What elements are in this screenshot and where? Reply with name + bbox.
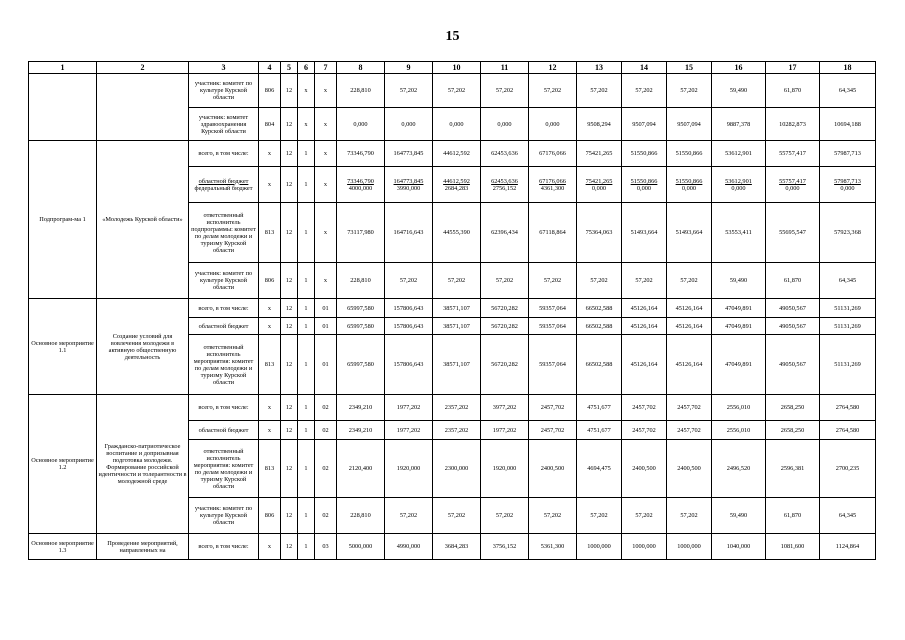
cell-code: х [259, 534, 281, 560]
cell-title [97, 74, 189, 141]
cell-code: 12 [281, 299, 298, 318]
cell-code: 12 [281, 440, 298, 498]
cell-value: 62453,636 2756,152 [481, 167, 529, 203]
cell-value: 2300,000 [433, 440, 481, 498]
cell-code: 1 [298, 395, 315, 421]
cell-code: 1 [298, 335, 315, 395]
cell-role: участник: комитет по культуре Курской области [189, 263, 259, 299]
cell-value: 61,870 [766, 263, 820, 299]
cell-value: 57,202 [667, 498, 712, 534]
cell-value: 51131,269 [820, 335, 876, 395]
cell-value: 57,202 [577, 74, 622, 108]
cell-value: 9507,094 [622, 108, 667, 141]
cell-value: 61,870 [766, 498, 820, 534]
cell-code: 806 [259, 498, 281, 534]
cell-value: 57,202 [385, 263, 433, 299]
cell-value: 2400,500 [622, 440, 667, 498]
cell-value: 10694,188 [820, 108, 876, 141]
cell-value: 3756,152 [481, 534, 529, 560]
cell-role: участник: комитет по культуре Курской области [189, 498, 259, 534]
cell-value: 51493,664 [622, 203, 667, 263]
col-header: 18 [820, 62, 876, 74]
cell-value: 57,202 [622, 498, 667, 534]
cell-code: 1 [298, 299, 315, 318]
cell-value: 2457,702 [622, 421, 667, 440]
cell-code: 01 [315, 335, 337, 395]
cell-value: 49050,567 [766, 299, 820, 318]
cell-value: 45126,164 [622, 299, 667, 318]
cell-role: ответственный исполнитель подпрограммы: комитет по делам молодежи и туризму Курской области [189, 203, 259, 263]
cell-value: 2457,702 [667, 421, 712, 440]
cell-value: 75421,265 0,000 [577, 167, 622, 203]
cell-value: 44612,592 [433, 141, 481, 167]
cell-program: Основное мероприятие 1.1 [29, 299, 97, 395]
cell-value: 45126,164 [622, 335, 667, 395]
cell-value: 164716,643 [385, 203, 433, 263]
cell-role: областной бюджет [189, 421, 259, 440]
cell-code: 02 [315, 395, 337, 421]
cell-value: 66502,588 [577, 299, 622, 318]
col-header: 4 [259, 62, 281, 74]
cell-value: 5361,300 [529, 534, 577, 560]
cell-code: 02 [315, 498, 337, 534]
cell-program: Основное мероприятие 1.2 [29, 395, 97, 534]
cell-value: 1977,202 [385, 421, 433, 440]
cell-value: 1977,202 [481, 421, 529, 440]
cell-value: 5000,000 [337, 534, 385, 560]
col-header: 17 [766, 62, 820, 74]
cell-value: 1124,864 [820, 534, 876, 560]
cell-title: Гражданско-патриотическое воспитание и допризывная подготовка молодежи. Формирование российской идентичности и толерантности в молодежной среде [97, 395, 189, 534]
cell-role: всего, в том числе: [189, 534, 259, 560]
cell-value: 2658,250 [766, 395, 820, 421]
col-header: 7 [315, 62, 337, 74]
federal-budget-label: федеральный бюджет [194, 184, 253, 192]
cell-value: 47049,891 [712, 335, 766, 395]
cell-value: 53612,901 0,000 [712, 167, 766, 203]
cell-value: 55757,417 [766, 141, 820, 167]
cell-value: 2357,202 [433, 395, 481, 421]
cell-value: 157806,643 [385, 299, 433, 318]
cell-value: 62396,434 [481, 203, 529, 263]
cell-value: 47049,891 [712, 318, 766, 335]
cell-value: 59357,064 [529, 299, 577, 318]
cell-value: 59,490 [712, 263, 766, 299]
cell-value: 57,202 [622, 263, 667, 299]
cell-program [29, 74, 97, 141]
cell-value: 2457,702 [622, 395, 667, 421]
cell-value: 67118,864 [529, 203, 577, 263]
table-row [29, 299, 876, 318]
cell-value: 45126,164 [667, 299, 712, 318]
cell-value: 57,202 [529, 263, 577, 299]
cell-value: 2457,702 [529, 395, 577, 421]
cell-role [189, 167, 259, 203]
col-header: 1 [29, 62, 97, 74]
cell-value: 51550,866 0,000 [667, 167, 712, 203]
cell-code: х [259, 141, 281, 167]
cell-value: 2764,580 [820, 395, 876, 421]
cell-value: 1000,000 [577, 534, 622, 560]
cell-value: 38571,107 [433, 318, 481, 335]
cell-value: 4751,677 [577, 395, 622, 421]
cell-value: 56720,282 [481, 335, 529, 395]
cell-code: х [315, 167, 337, 203]
cell-value: 45126,164 [667, 335, 712, 395]
cell-code: 02 [315, 421, 337, 440]
cell-role: ответственный исполнитель мероприятия: комитет по делам молодежи и туризму Курской области [189, 440, 259, 498]
cell-role: участник: комитет здравоохранения Курской области [189, 108, 259, 141]
cell-value: 67176,066 [529, 141, 577, 167]
cell-value: 64,345 [820, 263, 876, 299]
cell-value: 10282,873 [766, 108, 820, 141]
cell-value: 4751,677 [577, 421, 622, 440]
cell-value: 1081,600 [766, 534, 820, 560]
col-header: 5 [281, 62, 298, 74]
cell-value: 45126,164 [667, 318, 712, 335]
cell-value: 61,870 [766, 74, 820, 108]
cell-code: 12 [281, 141, 298, 167]
cell-value: 57,202 [577, 263, 622, 299]
cell-role: всего, в том числе: [189, 299, 259, 318]
cell-value: 2556,010 [712, 421, 766, 440]
cell-value: 57923,368 [820, 203, 876, 263]
cell-value: 65997,580 [337, 318, 385, 335]
cell-code: 1 [298, 498, 315, 534]
col-header: 12 [529, 62, 577, 74]
cell-value: 51550,866 0,000 [622, 167, 667, 203]
cell-code: х [315, 203, 337, 263]
cell-code: х [315, 263, 337, 299]
cell-value: 164773,845 3990,000 [385, 167, 433, 203]
cell-value: 2400,500 [529, 440, 577, 498]
cell-value: 1977,202 [385, 395, 433, 421]
col-header: 14 [622, 62, 667, 74]
cell-code: 12 [281, 263, 298, 299]
cell-value: 1040,000 [712, 534, 766, 560]
cell-value: 1920,000 [385, 440, 433, 498]
cell-code: х [259, 318, 281, 335]
cell-value: 57,202 [481, 263, 529, 299]
cell-code: 1 [298, 421, 315, 440]
cell-value: 55757,417 0,000 [766, 167, 820, 203]
cell-code: 1 [298, 440, 315, 498]
col-header: 3 [189, 62, 259, 74]
cell-code: х [298, 108, 315, 141]
cell-code: 03 [315, 534, 337, 560]
cell-value: 228,810 [337, 263, 385, 299]
cell-value: 53553,411 [712, 203, 766, 263]
cell-code: 1 [298, 263, 315, 299]
cell-value: 64,345 [820, 74, 876, 108]
cell-value: 51550,866 [667, 141, 712, 167]
cell-value: 57987,713 [820, 141, 876, 167]
cell-value: 51131,269 [820, 299, 876, 318]
cell-value: 2700,235 [820, 440, 876, 498]
cell-value: 56720,282 [481, 299, 529, 318]
cell-value: 49050,567 [766, 335, 820, 395]
cell-value: 47049,891 [712, 299, 766, 318]
col-header: 13 [577, 62, 622, 74]
cell-value: 75364,063 [577, 203, 622, 263]
cell-role: ответственный исполнитель мероприятия: комитет по делам молодежи и туризму Курской области [189, 335, 259, 395]
cell-value: 66502,588 [577, 318, 622, 335]
cell-value: 4990,000 [385, 534, 433, 560]
cell-value: 57,202 [667, 263, 712, 299]
cell-value: 73117,980 [337, 203, 385, 263]
cell-code: 12 [281, 203, 298, 263]
cell-value: 1920,000 [481, 440, 529, 498]
cell-value: 0,000 [337, 108, 385, 141]
cell-value: 64,345 [820, 498, 876, 534]
cell-code: х [315, 74, 337, 108]
cell-value: 2400,500 [667, 440, 712, 498]
cell-value: 2496,520 [712, 440, 766, 498]
cell-code: 813 [259, 335, 281, 395]
cell-value: 9507,094 [667, 108, 712, 141]
cell-value: 44555,390 [433, 203, 481, 263]
page-number: 15 [445, 29, 460, 44]
cell-value: 73346,790 [337, 141, 385, 167]
cell-title: «Молодежь Курской области» [97, 141, 189, 299]
cell-value: 73346,790 4000,000 [337, 167, 385, 203]
cell-code: 12 [281, 498, 298, 534]
regional-budget-label: областной бюджет [198, 177, 249, 185]
cell-code: 01 [315, 299, 337, 318]
cell-value: 228,810 [337, 74, 385, 108]
cell-value: 67176,066 4361,300 [529, 167, 577, 203]
cell-value: 57,202 [481, 498, 529, 534]
cell-value: 55695,547 [766, 203, 820, 263]
table-row [29, 141, 876, 167]
cell-title: Проведение мероприятий, направленных на [97, 534, 189, 560]
col-header: 11 [481, 62, 529, 74]
cell-code: 02 [315, 440, 337, 498]
cell-value: 2120,400 [337, 440, 385, 498]
cell-value: 62453,636 [481, 141, 529, 167]
cell-code: 12 [281, 108, 298, 141]
cell-value: 57,202 [433, 498, 481, 534]
cell-code: 806 [259, 263, 281, 299]
col-header: 2 [97, 62, 189, 74]
cell-code: 806 [259, 74, 281, 108]
cell-value: 51550,866 [622, 141, 667, 167]
cell-value: 228,810 [337, 498, 385, 534]
header-row [29, 62, 876, 74]
cell-role: участник: комитет по культуре Курской области [189, 74, 259, 108]
cell-value: 0,000 [433, 108, 481, 141]
cell-role: всего, в том числе: [189, 395, 259, 421]
cell-code: 12 [281, 534, 298, 560]
cell-value: 57,202 [529, 74, 577, 108]
cell-value: 38571,107 [433, 299, 481, 318]
cell-value: 2764,580 [820, 421, 876, 440]
cell-code: 804 [259, 108, 281, 141]
col-header: 8 [337, 62, 385, 74]
cell-value: 45126,164 [622, 318, 667, 335]
cell-value: 1000,000 [667, 534, 712, 560]
cell-code: х [259, 299, 281, 318]
cell-value: 2556,010 [712, 395, 766, 421]
col-header: 16 [712, 62, 766, 74]
cell-code: 1 [298, 141, 315, 167]
cell-value: 2457,702 [667, 395, 712, 421]
cell-value: 4694,475 [577, 440, 622, 498]
col-header: 6 [298, 62, 315, 74]
cell-value: 59,490 [712, 74, 766, 108]
cell-role: всего, в том числе: [189, 141, 259, 167]
table-row [29, 534, 876, 560]
cell-value: 0,000 [385, 108, 433, 141]
cell-value: 9887,378 [712, 108, 766, 141]
cell-value: 1000,000 [622, 534, 667, 560]
col-header: 9 [385, 62, 433, 74]
cell-code: 813 [259, 440, 281, 498]
cell-value: 164773,845 [385, 141, 433, 167]
cell-code: 12 [281, 74, 298, 108]
cell-value: 57,202 [577, 498, 622, 534]
cell-code: х [259, 167, 281, 203]
cell-value: 38571,107 [433, 335, 481, 395]
cell-code: 1 [298, 534, 315, 560]
cell-value: 57,202 [385, 498, 433, 534]
cell-value: 2596,381 [766, 440, 820, 498]
cell-value: 3977,202 [481, 395, 529, 421]
cell-value: 49050,567 [766, 318, 820, 335]
cell-code: 12 [281, 318, 298, 335]
cell-value: 57,202 [433, 263, 481, 299]
cell-code: 12 [281, 335, 298, 395]
cell-value: 3684,283 [433, 534, 481, 560]
cell-value: 57,202 [667, 74, 712, 108]
cell-value: 75421,265 [577, 141, 622, 167]
cell-code: х [259, 395, 281, 421]
cell-value: 51493,664 [667, 203, 712, 263]
cell-value: 9508,294 [577, 108, 622, 141]
cell-value: 65997,580 [337, 335, 385, 395]
budget-table [28, 61, 876, 560]
cell-value: 57,202 [481, 74, 529, 108]
cell-value: 2349,210 [337, 421, 385, 440]
cell-value: 0,000 [529, 108, 577, 141]
cell-value: 57,202 [622, 74, 667, 108]
cell-value: 53612,901 [712, 141, 766, 167]
cell-role: областной бюджет [189, 318, 259, 335]
cell-value: 56720,282 [481, 318, 529, 335]
cell-value: 2457,702 [529, 421, 577, 440]
cell-code: х [298, 74, 315, 108]
table-row [29, 395, 876, 421]
cell-value: 157806,643 [385, 318, 433, 335]
cell-value: 2357,202 [433, 421, 481, 440]
cell-code: 12 [281, 167, 298, 203]
cell-value: 157806,643 [385, 335, 433, 395]
cell-code: 12 [281, 421, 298, 440]
cell-value: 59357,064 [529, 318, 577, 335]
cell-value: 57,202 [433, 74, 481, 108]
cell-value: 57,202 [529, 498, 577, 534]
col-header: 15 [667, 62, 712, 74]
cell-code: 1 [298, 167, 315, 203]
cell-code: 12 [281, 395, 298, 421]
cell-value: 2658,250 [766, 421, 820, 440]
cell-program: Основное мероприятие 1.3 [29, 534, 97, 560]
cell-value: 57,202 [385, 74, 433, 108]
cell-value: 44612,592 2684,283 [433, 167, 481, 203]
cell-code: х [315, 108, 337, 141]
cell-title: Создание условий для вовлечения молодежи в активную общественную деятельность [97, 299, 189, 395]
cell-value: 0,000 [481, 108, 529, 141]
cell-value: 66502,588 [577, 335, 622, 395]
cell-code: 813 [259, 203, 281, 263]
cell-program: Подпрограм-ма 1 [29, 141, 97, 299]
cell-code: х [315, 141, 337, 167]
cell-value: 57987,713 0,000 [820, 167, 876, 203]
cell-value: 59357,064 [529, 335, 577, 395]
cell-value: 2349,210 [337, 395, 385, 421]
col-header: 10 [433, 62, 481, 74]
cell-value: 51131,269 [820, 318, 876, 335]
cell-value: 65997,580 [337, 299, 385, 318]
table-row [29, 74, 876, 108]
cell-code: х [259, 421, 281, 440]
cell-code: 01 [315, 318, 337, 335]
cell-code: 1 [298, 203, 315, 263]
cell-value: 59,490 [712, 498, 766, 534]
cell-code: 1 [298, 318, 315, 335]
